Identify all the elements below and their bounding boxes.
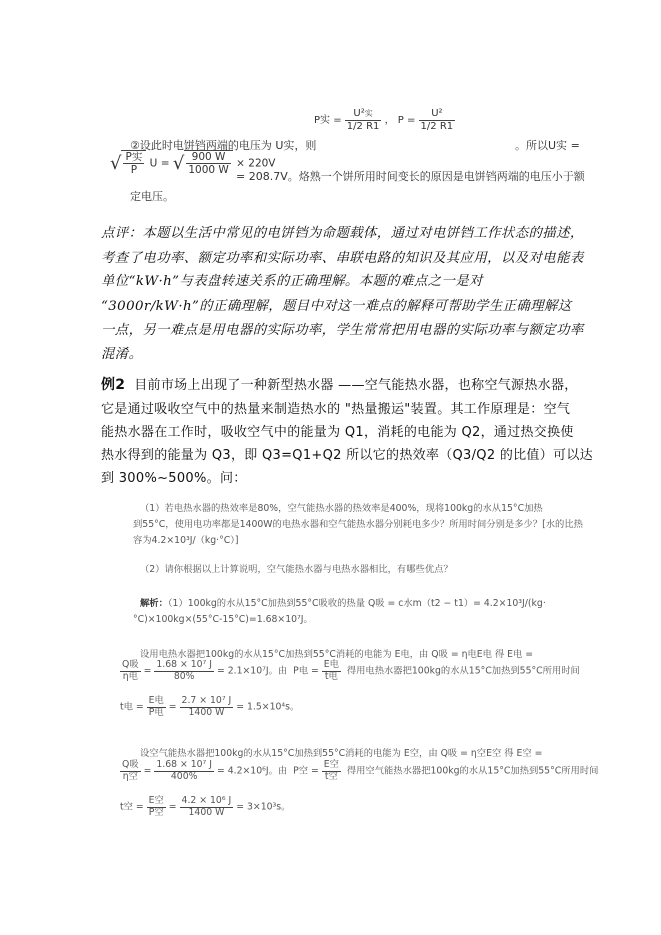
sqrt-den: P: [130, 164, 138, 177]
u-squared-2: U²: [419, 108, 456, 121]
p-tail: 得用电热水器把100kg的水从15°C加热到55°C所用时间: [346, 665, 580, 677]
u-sub-actual: 实: [364, 109, 373, 118]
then-text: ，则: [294, 139, 317, 152]
t-lhs: t电 =: [120, 701, 144, 713]
comment-line-1: 点评：本题以生活中常见的电饼铛为命题载体，通过对电饼铛工作状态的描述，: [101, 226, 584, 241]
ta-frac2-num: 4.2 × 10⁶ J: [181, 795, 232, 806]
a-calc: $\frac{\text{Q吸}}{\text{η空}}$ = $\frac{\text{1.68 × 10⁷ J}}{400\%}$ = 4.2×10⁶J。由 P空 = $\frac{\text{E空}}{\text{t空}}$ 得用空气能热水器把100kg的水从15°C加热到55°C所用时间: [122, 759, 599, 782]
p-rated-fraction: $\frac{\text{U²}}{1/2 R1}$: [420, 108, 454, 132]
pa-frac-num: E空: [323, 759, 339, 770]
t-frac1-den: P电: [148, 706, 164, 718]
line4b: ，即 Q3=Q1+Q2 所以它的热效率（Q3/Q2 的比值）可以达: [230, 448, 593, 463]
sentence-start: ②设此时电饼铛两端的电压为: [130, 139, 272, 152]
solution-line-2: °C)×100kg×(55°C-15°C)=1.68×10⁷J。: [133, 614, 313, 625]
t-calc: t电 = $\frac{\text{E电}}{\text{P电}}$ = $\frac{\text{2.7 × 10⁷ J}}{1400 W}$ = 1.5×10⁴s。: [120, 695, 300, 718]
half-den-2: 2: [430, 120, 437, 132]
line3c: ，通过热交换使: [480, 425, 574, 440]
result-line: = 208.7V。烙熟一个饼所用时间变长的原因是电饼铛两端的电压小于额: [236, 170, 585, 183]
half-den: 2: [356, 120, 363, 132]
e-res: = 2.1×10⁷J。由: [216, 665, 288, 677]
p-rated-label: P: [397, 115, 404, 126]
ta-res: = 3×10³s。: [236, 801, 291, 813]
example-line-1: [101, 374, 578, 394]
example-line-2: 它是通过吸收空气中的热量来制造热水的 "热量搬运"装置。其工作原理是：空气: [101, 402, 571, 417]
p-frac-num: E电: [323, 659, 339, 670]
ta-frac2-den: 1400 W: [188, 806, 225, 818]
comment-line-4: “3000r/kW·h”的正确理解，题目中对这一难点的解释可帮助学生正确理解这: [101, 299, 572, 314]
e-line-1: 设用电热水器把100kg的水从15°C加热到55°C消耗的电能为 E电，由 Q吸 = η电E电 得 E电 =: [140, 649, 534, 660]
result-line-2: 定电压。: [130, 190, 174, 203]
t-frac2-den: 1400 W: [188, 706, 225, 718]
t-frac2-num: 2.7 × 10⁷ J: [181, 695, 232, 706]
a-frac1-den: η空: [122, 770, 138, 782]
q3: Q3: [211, 448, 231, 463]
t-res: = 1.5×10⁴s。: [236, 701, 300, 713]
a-line-1: 设空气能热水器把100kg的水从15°C加热到55°C消耗的电能为 E空，由 Q吸 = η空E空 得 E空 =: [140, 748, 543, 759]
a-frac2-num: 1.68 × 10⁷ J: [156, 759, 212, 770]
ta-lhs: t空 =: [120, 801, 144, 813]
so-u-actual: [515, 137, 580, 153]
half-num-2: 1: [420, 120, 427, 132]
sqrt-formula: √ $\frac{\text{P实}}{P}$ U = √ $\frac{900 W}{1000 W}$ × 220V: [110, 151, 276, 177]
ta-calc: t空 = $\frac{\text{E空}}{\text{P空}}$ = $\frac{\text{4.2 × 10⁶ J}}{1400 W}$ = 3×10³s。: [120, 795, 291, 818]
e-frac1-num: Q吸: [122, 659, 139, 670]
e-calc: $\frac{\text{Q吸}}{\text{η电}}$ = $\frac{\text{1.68 × 10⁷ J}}{80\%}$ = 2.1×10⁷J。由 P电 = $\frac{\text{E电}}{\text{t电}}$ 得用电热水器把100kg的水从15°C加热到55°C所用时间: [122, 659, 580, 682]
r1-2: R1: [439, 120, 454, 132]
solution-line-1-text: （1）100kg的水从15°C加热到55°C吸收的热量 Q吸 = c水m（t2 − t1）= 4.2×10³J/(kg·: [167, 598, 546, 609]
ta-frac1-num: E空: [148, 795, 164, 806]
pa-tail: 得用空气能热水器把100kg的水从15°C加热到55°C所用时间: [346, 765, 599, 777]
a-frac1-num: Q吸: [122, 759, 139, 770]
u-actual: U实: [275, 139, 295, 152]
q1: Q1: [344, 425, 364, 440]
e-frac2-num: 1.68 × 10⁷ J: [156, 659, 212, 670]
q1-line-3: 容为4.2×10³J/（kg·°C）]: [133, 535, 239, 546]
p-actual-label: P实: [314, 115, 331, 126]
a-frac2-den: 400%: [170, 770, 198, 782]
sqrt2-num: 900 W: [186, 151, 230, 164]
p-lhs: P电 =: [293, 665, 319, 677]
u-squared: U²: [353, 108, 365, 119]
eq-sign: =: [570, 139, 580, 152]
sqrt-num: P实: [125, 151, 143, 163]
solution-line-1: [140, 595, 546, 609]
p-actual-fraction: $\frac{\text{U²实}}{1/2 R1}$: [346, 108, 380, 132]
u-actual-2: U实: [548, 139, 568, 152]
p-frac-den: t电: [324, 670, 338, 682]
example-line-4: [101, 444, 593, 463]
comment-line-2: 考查了电功率、额定功率和实际功率、串联电路的知识及其应用，以及对电能表: [101, 251, 584, 266]
e-frac1-den: η电: [122, 670, 138, 682]
comment-line-3: 单位“kW·h”与表盘转速关系的正确理解。本题的难点之一是对: [101, 274, 483, 289]
q1-line-1: （1）若电热水器的热效率是80%，空气能热水器的热效率是400%，现将100kg的水从15°C加热: [140, 503, 543, 514]
example-line-3: [101, 421, 574, 440]
solution-label: 解析：: [140, 598, 168, 609]
q2: Q2: [461, 425, 481, 440]
times-220: × 220V: [236, 157, 276, 170]
line4a: 热水得到的能量为: [101, 448, 208, 463]
example-line-5: 到 300%~500%。问：: [101, 471, 247, 486]
times-u: U: [149, 157, 158, 170]
line3b: ，消耗的电能为: [363, 425, 458, 440]
example-label: 例2: [101, 377, 126, 393]
line3a: 能热水器在工作时，吸收空气中的能量为: [101, 425, 341, 440]
comment-line-5: 一点，另一难点是用电器的实际功率，学生常常把用电器的实际功率与额定功率: [101, 323, 584, 338]
pa-frac-den: t空: [324, 770, 338, 782]
e-frac2-den: 80%: [173, 670, 195, 682]
so-text: 。所以: [515, 139, 548, 152]
comment-line-6: 混淆。: [101, 347, 143, 362]
a-res: = 4.2×10⁶J。由: [216, 765, 288, 777]
ta-frac1-den: P空: [148, 806, 164, 818]
q2-line-1: （2）请你根据以上计算说明，空气能热水器与电热水器相比，有哪些优点？: [140, 564, 453, 575]
q1-line-2: 到55°C，使用电功率都是1400W的电热水器和空气能热水器分别耗电多少？所用时间分别是多少？[水的比热: [133, 519, 583, 530]
formula-p-actual: P实 = $\frac{\text{U²实}}{1/2 R1}$ ， P = $\frac{\text{U²}}{1/2 R1}$: [314, 108, 454, 132]
example-line-1-text: 目前市场上出现了一种新型热水器 ——空气能热水器，也称空气源热水器，: [134, 378, 578, 393]
pa-lhs: P空 =: [293, 765, 319, 777]
half-num: 1: [346, 120, 354, 132]
sqrt2-den: 1000 W: [188, 164, 229, 177]
t-frac1-num: E电: [148, 695, 164, 706]
r1: R1: [366, 120, 380, 132]
